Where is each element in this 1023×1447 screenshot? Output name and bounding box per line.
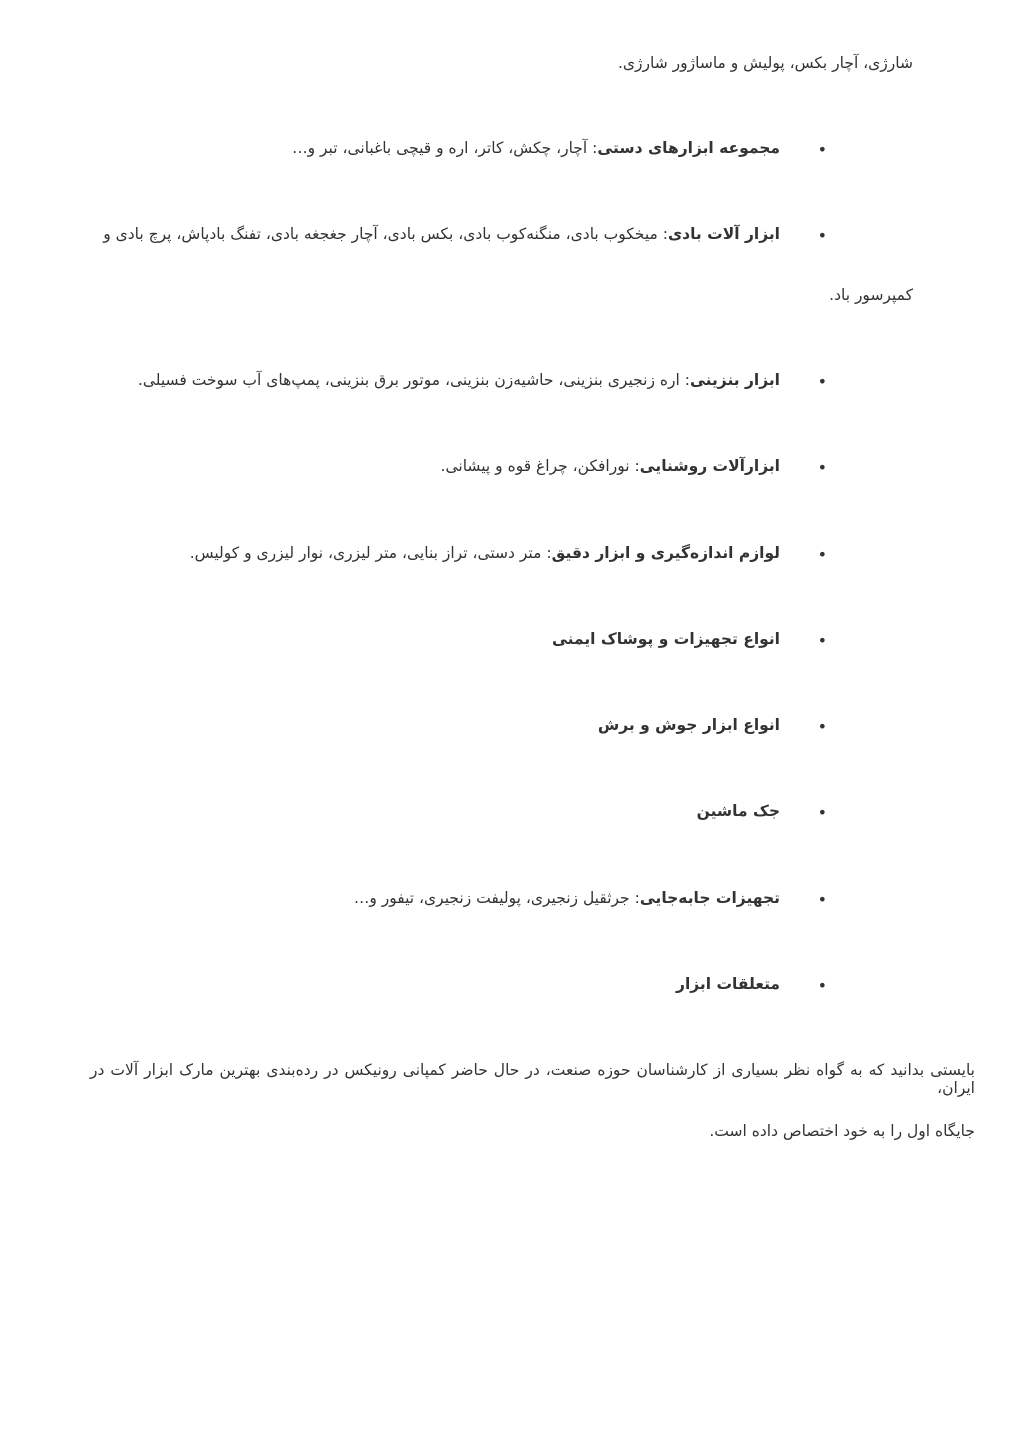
item-title: تجهیزات جابه‌جایی — [639, 889, 780, 907]
item-title: ابزارآلات روشنایی — [639, 457, 780, 475]
bullet-icon: • — [817, 976, 827, 995]
list-item: ابزار آلات بادی: میخکوب بادی، منگنه‌کوب بادی، بکس بادی، آچار جغجغه بادی، تفنگ بادپاش، پرچ بادی و — [103, 225, 780, 243]
closing-paragraph-line-1: بایستی بدانید که به گواه نظر بسیاری از کارشناسان حوزه صنعت، در حال حاضر کمپانی رونیکس در رده‌بندی بهترین مارک ابزار آلات در ایران، — [90, 1061, 975, 1097]
item-desc: متر دستی، تراز بنایی، متر لیزری، نوار لیزری و کولیس. — [189, 544, 542, 562]
bullet-icon: • — [817, 140, 827, 159]
item-desc: نورافکن، چراغ قوه و پیشانی. — [440, 457, 630, 475]
list-item: ابزار بنزینی: اره زنجیری بنزینی، حاشیه‌زن بنزینی، موتور برق بنزینی، پمپ‌های آب سوخت فسیلی. — [137, 371, 780, 389]
list-item: لوازم اندازه‌گیری و ابزار دقیق: متر دستی، تراز بنایی، متر لیزری، نوار لیزری و کولیس. — [189, 544, 780, 562]
list-item — [96, 716, 780, 734]
item-title: جک ماشین — [696, 802, 780, 820]
intro-tail-text: شارژی، آچار بکس، پولیش و ماساژور شارژی. — [617, 54, 913, 72]
closing-paragraph-line-2: جایگاه اول را به خود اختصاص داده است. — [709, 1122, 975, 1140]
item-desc: میخکوب بادی، منگنه‌کوب بادی، بکس بادی، آچار جغجغه بادی، تفنگ بادپاش، پرچ بادی و — [103, 225, 658, 243]
item-title: متعلقات ابزار — [676, 975, 780, 993]
list-item — [96, 630, 780, 648]
item-desc: اره زنجیری بنزینی، حاشیه‌زن بنزینی، موتور برق بنزینی، پمپ‌های آب سوخت فسیلی. — [137, 371, 680, 389]
list-item — [96, 802, 780, 820]
bullet-icon: • — [817, 458, 827, 477]
bullet-icon: • — [817, 803, 827, 822]
item-title: انواع تجهیزات و پوشاک ایمنی — [551, 630, 780, 648]
item-title: مجموعه ابزارهای دستی — [597, 139, 780, 157]
list-item: تجهیزات جابه‌جایی: جرثقیل زنجیری، پولیفت زنجیری، تیفور و… — [353, 889, 780, 907]
item-desc: جرثقیل زنجیری، پولیفت زنجیری، تیفور و… — [353, 889, 630, 907]
list-item: ابزارآلات روشنایی: نورافکن، چراغ قوه و پیشانی. — [440, 457, 780, 475]
bullet-icon: • — [817, 226, 827, 245]
bullet-icon: • — [817, 890, 827, 909]
bullet-icon: • — [817, 372, 827, 391]
list-item: مجموعه ابزارهای دستی: آچار، چکش، کاتر، اره و قیچی باغبانی، تبر و… — [292, 139, 780, 157]
item-title: ابزار بنزینی — [689, 371, 780, 389]
item-title: ابزار آلات بادی — [667, 225, 780, 243]
bullet-icon: • — [817, 545, 827, 564]
item-desc-continuation: کمپرسور باد. — [829, 286, 913, 304]
bullet-icon: • — [817, 717, 827, 736]
item-title: انواع ابزار جوش و برش — [597, 716, 780, 734]
bullet-icon: • — [817, 631, 827, 650]
item-desc: آچار، چکش، کاتر، اره و قیچی باغبانی، تبر و… — [292, 139, 588, 157]
list-item — [96, 975, 780, 993]
item-title: لوازم اندازه‌گیری و ابزار دقیق — [551, 544, 780, 562]
